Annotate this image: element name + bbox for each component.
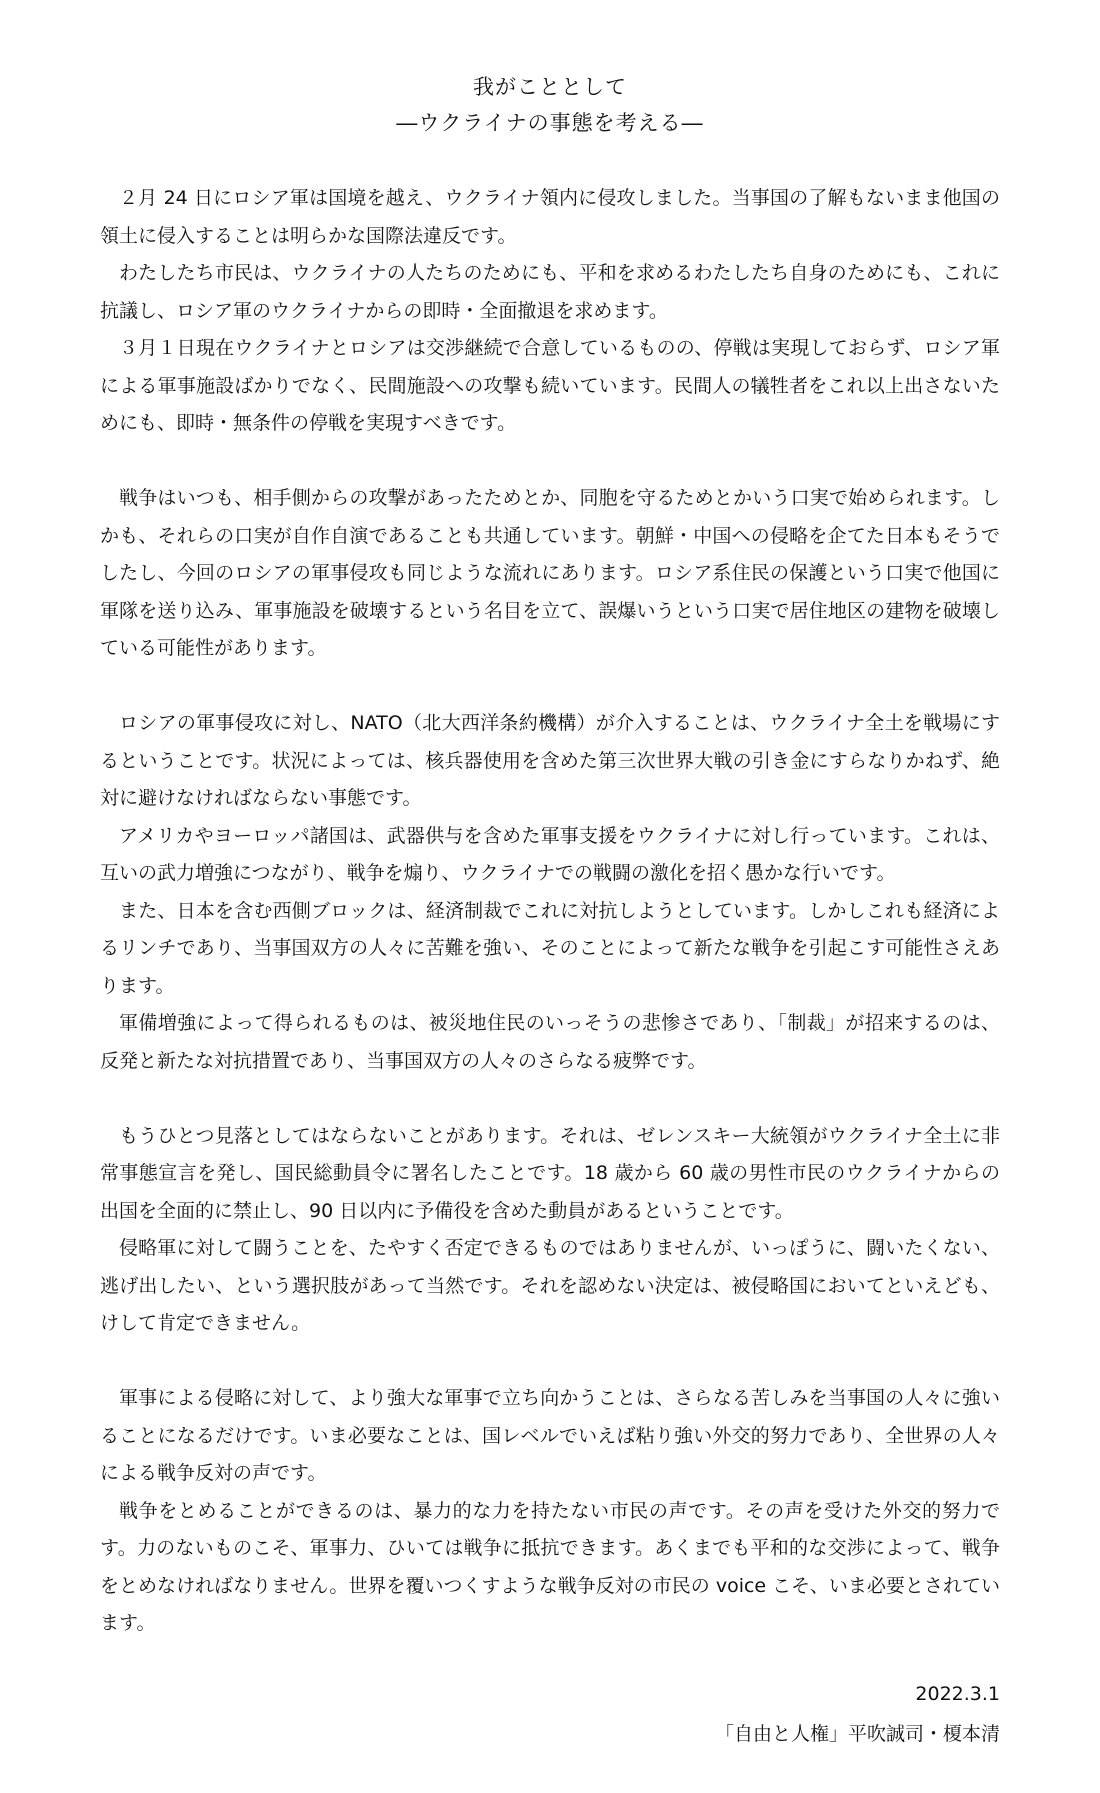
paragraph-9: もうひとつ見落としてはならないことがあります。それは、ゼレンスキー大統領がウクライナ全土に非常事態宣言を発し、国民総動員令に署名したことです。18 歳から 60 歳の男性市民のウクライナからの出国を全面的に禁止し、90 日以内に予備役を含めた動員があるということです。 — [100, 1124, 1000, 1222]
paragraph-5: ロシアの軍事侵攻に対し、NATO（北大西洋条約機構）が介入することは、ウクライナ全土を戦場にするということです。状況によっては、核兵器使用を含めた第三次世界大戦の引き金にすらなりかねず、絶対に避けなければならない事態です。 — [100, 712, 1000, 809]
document-body — [100, 180, 1000, 1643]
paragraph-1: ２月 24 日にロシア軍は国境を越え、ウクライナ領内に侵攻しました。当事国の了解もないまま他国の領土に侵入することは明らかな国際法違反です。 — [100, 187, 1000, 247]
paragraph-8: 軍備増強によって得られるものは、被災地住民のいっそうの悲惨さであり、「制裁」が招来するのは、反発と新たな対抗措置であり、当事国双方の人々のさらなる疲弊です。 — [100, 1012, 1000, 1072]
document-title: 我がこととして — [473, 75, 627, 99]
document-subtitle: ―ウクライナの事態を考える― — [396, 111, 704, 135]
paragraph-4: 戦争はいつも、相手側からの攻撃があったためとか、同胞を守るためとかいう口実で始められます。しかも、それらの口実が自作自演であることも共通しています。朝鮮・中国への侵略を企てた日本もそうでしたし、今回のロシアの軍事侵攻も同じような流れにあります。ロシア系住民の保護という口実で他国に軍隊を送り込み、軍事施設を破壊するという名目を立て、誤爆いうという口実で居住地区の建物を破壊している可能性があります。 — [100, 487, 1000, 659]
paragraph-7: また、日本を含む西側ブロックは、経済制裁でこれに対抗しようとしています。しかしこれも経済によるリンチであり、当事国双方の人々に苦難を強い、そのことによって新たな戦争を引起こす可能性さえあります。 — [100, 899, 1000, 997]
document-signature: 「自由と人権」平吹誠司・榎本清 — [714, 1723, 1000, 1745]
paragraph-6: アメリカやヨーロッパ諸国は、武器供与を含めた軍事支援をウクライナに対し行っています。これは、互いの武力増強につながり、戦争を煽り、ウクライナでの戦闘の激化を招く愚かな行いです。 — [100, 824, 1000, 884]
paragraph-2: わたしたち市民は、ウクライナの人たちのためにも、平和を求めるわたしたち自身のためにも、これに抗議し、ロシア軍のウクライナからの即時・全面撤退を求めます。 — [100, 262, 1000, 322]
document-date: 2022.3.1 — [915, 1683, 1000, 1705]
paragraph-12: 戦争をとめることができるのは、暴力的な力を持たない市民の声です。その声を受けた外交的努力です。力のないものこそ、軍事力、ひいては戦争に抵抗できます。あくまでも平和的な交渉によって、戦争をとめなければなりません。世界を覆いつくすような戦争反対の市民の voice こそ、いま必要とされています。 — [100, 1499, 1000, 1634]
paragraph-10: 侵略軍に対して闘うことを、たやすく否定できるものではありませんが、いっぽうに、闘いたくない、逃げ出したい、という選択肢があって当然です。それを認めない決定は、被侵略国においてといえども、けして肯定できません。 — [100, 1237, 1000, 1334]
paragraph-3: ３月１日現在ウクライナとロシアは交渉継続で合意しているものの、停戦は実現しておらず、ロシア軍による軍事施設ばかりでなく、民間施設への攻撃も続いています。民間人の犠牲者をこれ以上出さないためにも、即時・無条件の停戦を実現すべきです。 — [100, 337, 1000, 434]
paragraph-11: 軍事による侵略に対して、より強大な軍事で立ち向かうことは、さらなる苦しみを当事国の人々に強いることになるだけです。いま必要なことは、国レベルでいえば粘り強い外交的努力であり、全世界の人々による戦争反対の声です。 — [100, 1387, 1000, 1484]
